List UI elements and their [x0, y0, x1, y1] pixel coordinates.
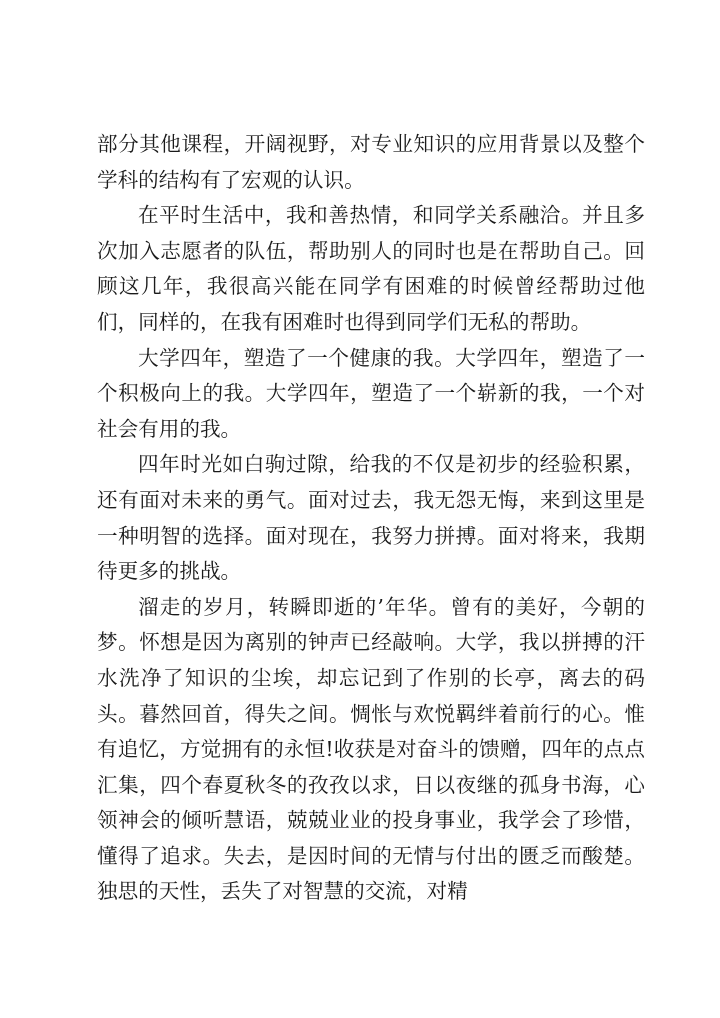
document-body — [97, 127, 645, 910]
paragraph-5: 溜走的岁月，转瞬即逝的’年华。曾有的美好，今朝的梦。怀想是因为离别的钟声已经敲响。大学，我以拼搏的汗水洗净了知识的尘埃，却忘记到了作别的长亭，离去的码头。暮然回首，得失之间。惆怅与欢悦羁绊着前行的心。惟有追忆，方觉拥有的永恒!收获是对奋斗的馈赠，四年的点点汇集，四个春夏秋冬的孜孜以求，日以夜继的孤身书海，心领神会的倾听慧语，兢兢业业的投身事业，我学会了珍惜，懂得了追求。失去，是因时间的无情与付出的匮乏而酸楚。独思的天性，丢失了对智慧的交流，对精 — [97, 594, 645, 904]
paragraph-3: 大学四年，塑造了一个健康的我。大学四年，塑造了一个积极向上的我。大学四年，塑造了一个崭新的我，一个对社会有用的我。 — [97, 345, 645, 441]
paragraph-2: 在平时生活中，我和善热情，和同学关系融洽。并且多次加入志愿者的队伍，帮助别人的同时也是在帮助自己。回顾这几年，我很高兴能在同学有困难的时候曾经帮助过他们，同样的，在我有困难时也得到同学们无私的帮助。 — [97, 203, 645, 334]
paragraph-1: 部分其他课程，开阔视野，对专业知识的应用背景以及整个学科的结构有了宏观的认识。 — [97, 132, 645, 192]
paragraph-4: 四年时光如白驹过隙，给我的不仅是初步的经验积累，还有面对未来的勇气。面对过去，我无怨无悔，来到这里是一种明智的选择。面对现在，我努力拼搏。面对将来，我期待更多的挑战。 — [97, 452, 645, 584]
